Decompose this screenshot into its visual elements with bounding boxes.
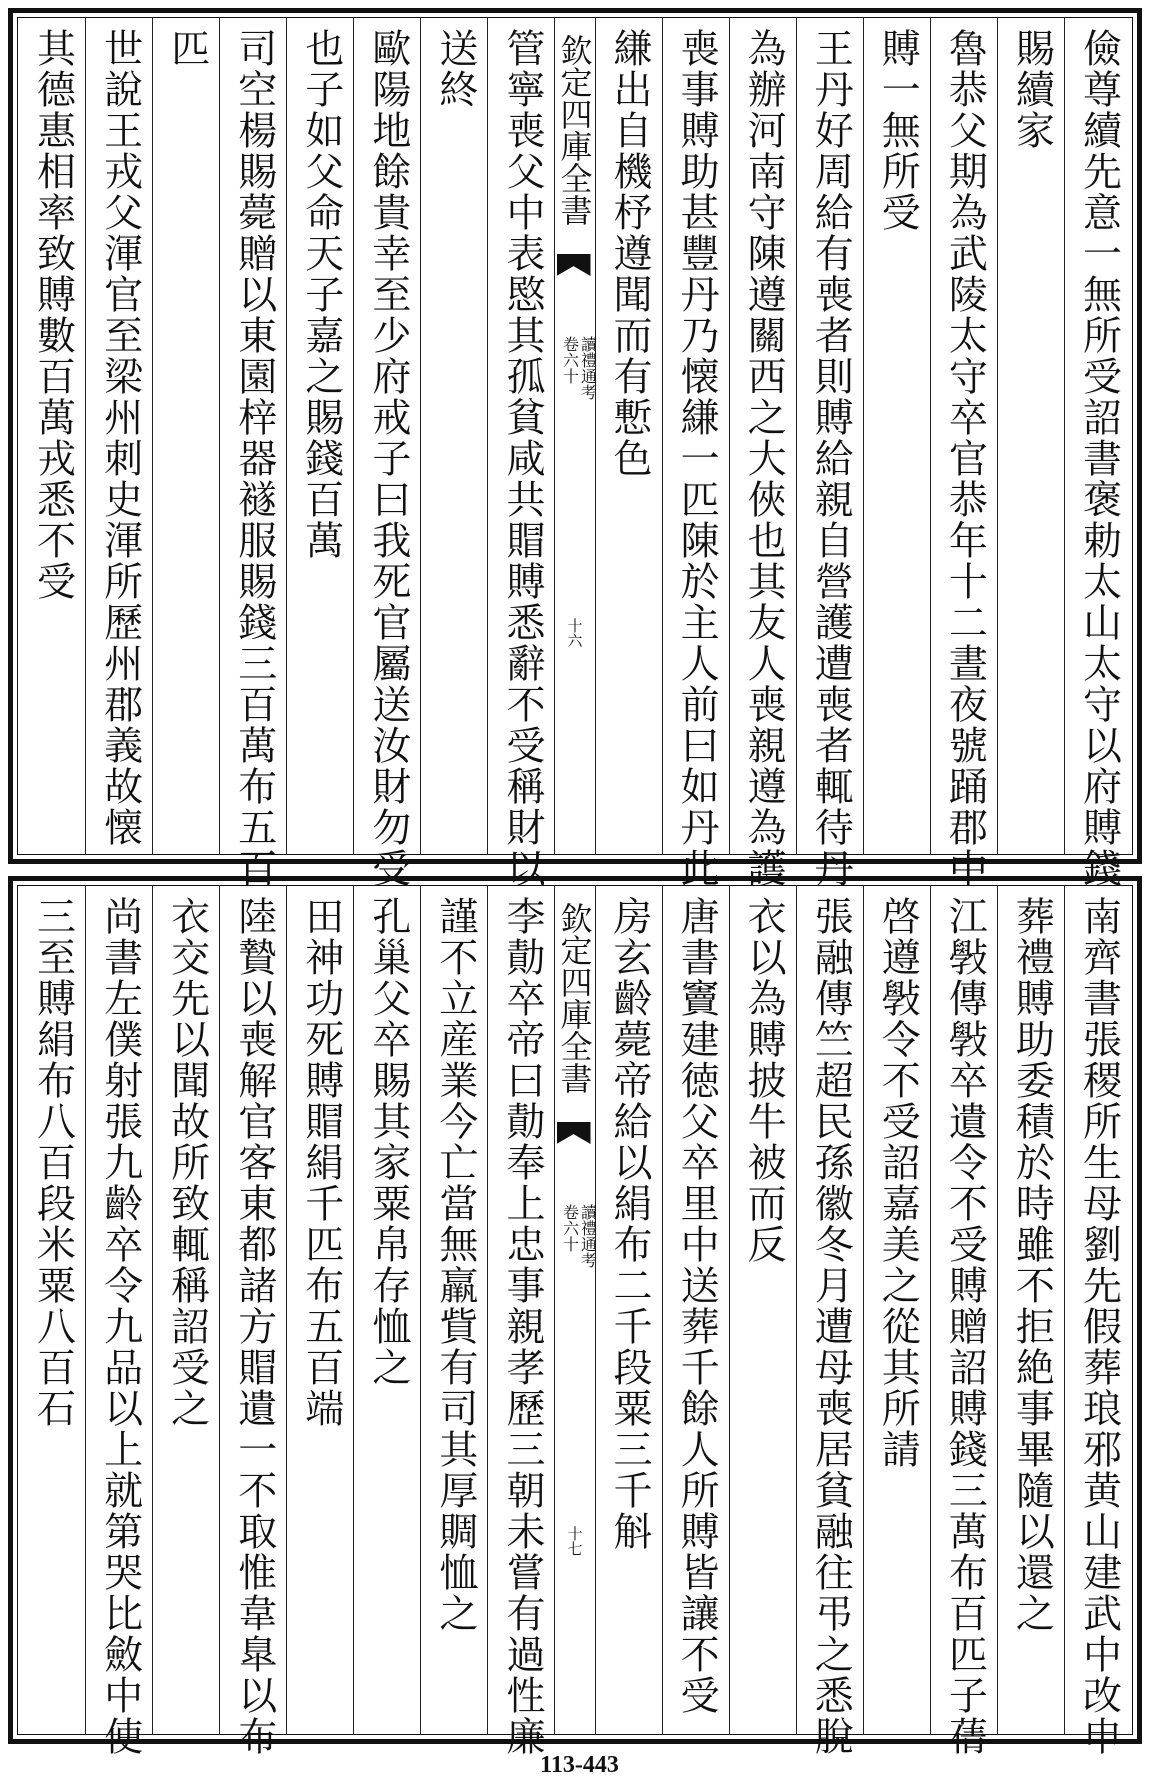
column-rule [85,886,86,1734]
text-column: 司空楊賜薨贈以東園梓器襚服賜錢三百萬布五百 [231,28,277,889]
text-column: 世說王戎父渾官至梁州刺史渾所歷州郡義故懐 [97,28,143,848]
text-column: 南齊書張稷所生母劉先假葬琅邪黄山建武中改申 [1076,896,1122,1757]
column-rule [729,18,730,854]
text-column: 衣交先以聞故所致輒稱詔受之 [164,896,210,1429]
book-title: 欽定四庫全書 [555,34,594,226]
column-rule [152,886,153,1734]
text-column: 江斅傳斅卒遺令不受賻贈詔賻錢三萬布百匹子蒨 [942,896,988,1757]
column-rule [863,886,864,1734]
column-rule [420,18,421,854]
top-page-panel [8,8,1142,889]
column-rule [930,18,931,854]
column-rule [152,18,153,854]
column-rule [219,886,220,1734]
center-fold-strip [554,18,596,854]
text-column: 孔巢父卒賜其家粟帛存恤之 [365,896,411,1388]
text-column: 王丹好周給有喪者則賻給親自營護遭喪者輒待丹 [808,28,854,889]
text-column: 賜續家 [1009,28,1055,151]
column-rule [353,886,354,1734]
column-rule [286,18,287,854]
column-rule [729,886,730,1734]
text-column: 儉尊續先意一無所受詔書褒勅太山太守以府賻錢 [1076,28,1122,889]
column-rule [219,18,220,854]
column-rule [796,886,797,1734]
text-column: 唐書竇建徳父卒里中送葬千餘人所賻皆讓不受 [674,896,720,1716]
text-column: 房玄齡薨帝給以絹布二千段粟三千斛 [607,896,653,1552]
column-rule [420,886,421,1734]
text-column: 縑出自機杼遵聞而有慙色 [607,28,653,479]
volume-label: 讀禮通考 卷六十 [560,1204,598,1268]
text-column: 管寧喪父中表愍其孤貧咸共賵賻悉辭不受稱財以 [499,28,545,889]
column-rule [1064,886,1065,1734]
fishtail-mark-icon [557,1122,591,1144]
column-rule [997,886,998,1734]
column-rule [85,18,86,854]
text-column: 也子如父命天子嘉之賜錢百萬 [298,28,344,561]
text-column: 賻一無所受 [875,28,921,233]
column-rule [997,18,998,854]
text-column: 陸贄以喪解官客東都諸方賵遺一不取惟韋臯以布 [231,896,277,1757]
fishtail-mark-icon [557,254,591,276]
text-column: 為辦河南守陳遵關西之大俠也其友人喪親遵為護 [741,28,787,889]
text-column: 尚書左僕射張九齡卒令九品以上就第哭比斂中使 [97,896,143,1757]
text-column: 衣以為賻披牛被而反 [741,896,787,1265]
page-number: 113-443 [540,1752,619,1778]
text-column: 葬禮賻助委積於時雖不拒絶事畢隨以還之 [1009,896,1055,1634]
text-column: 匹 [164,28,210,69]
text-column: 其德惠相率致賻數百萬戎悉不受 [30,28,76,602]
column-rule [487,886,488,1734]
text-column: 謹不立産業今亡當無羸貲有司其厚賙恤之 [432,896,478,1634]
text-column: 送終 [432,28,478,110]
column-rule [286,886,287,1734]
text-column: 啓遵斅令不受詔嘉美之從其所請 [875,896,921,1470]
center-fold-strip [554,886,596,1734]
column-rule [662,886,663,1734]
column-rule [1064,18,1065,854]
book-title: 欽定四庫全書 [555,902,594,1094]
text-column: 魯恭父期為武陵太守卒官恭年十二晝夜號踊郡中 [942,28,988,889]
top-page-frame [17,17,1133,889]
text-column: 李勣卒帝曰勣奉上忠事親孝歷三朝未嘗有過性廉 [499,896,545,1757]
column-rule [487,18,488,854]
text-column: 田神功死賻賵絹千匹布五百端 [298,896,344,1429]
column-rule [353,18,354,854]
column-rule [930,886,931,1734]
text-column: 張融傳竺超民孫徽冬月遭母喪居貧融往弔之悉脫 [808,896,854,1757]
text-column: 喪事賻助甚豐丹乃懐縑一匹陳於主人前曰如丹此 [674,28,720,889]
text-column: 歐陽地餘貴幸至少府戒子曰我死官屬送汝財勿受 [365,28,411,889]
leaf-number: 十六 [565,618,584,648]
text-column: 三至賻絹布八百段米粟八百石 [30,896,76,1429]
leaf-number: 十七 [565,1526,584,1556]
column-rule [796,18,797,854]
column-rule [863,18,864,854]
bottom-page-frame [17,885,1133,1757]
volume-label: 讀禮通考 卷六十 [560,336,598,400]
bottom-page-panel [8,876,1142,1757]
column-rule [662,18,663,854]
